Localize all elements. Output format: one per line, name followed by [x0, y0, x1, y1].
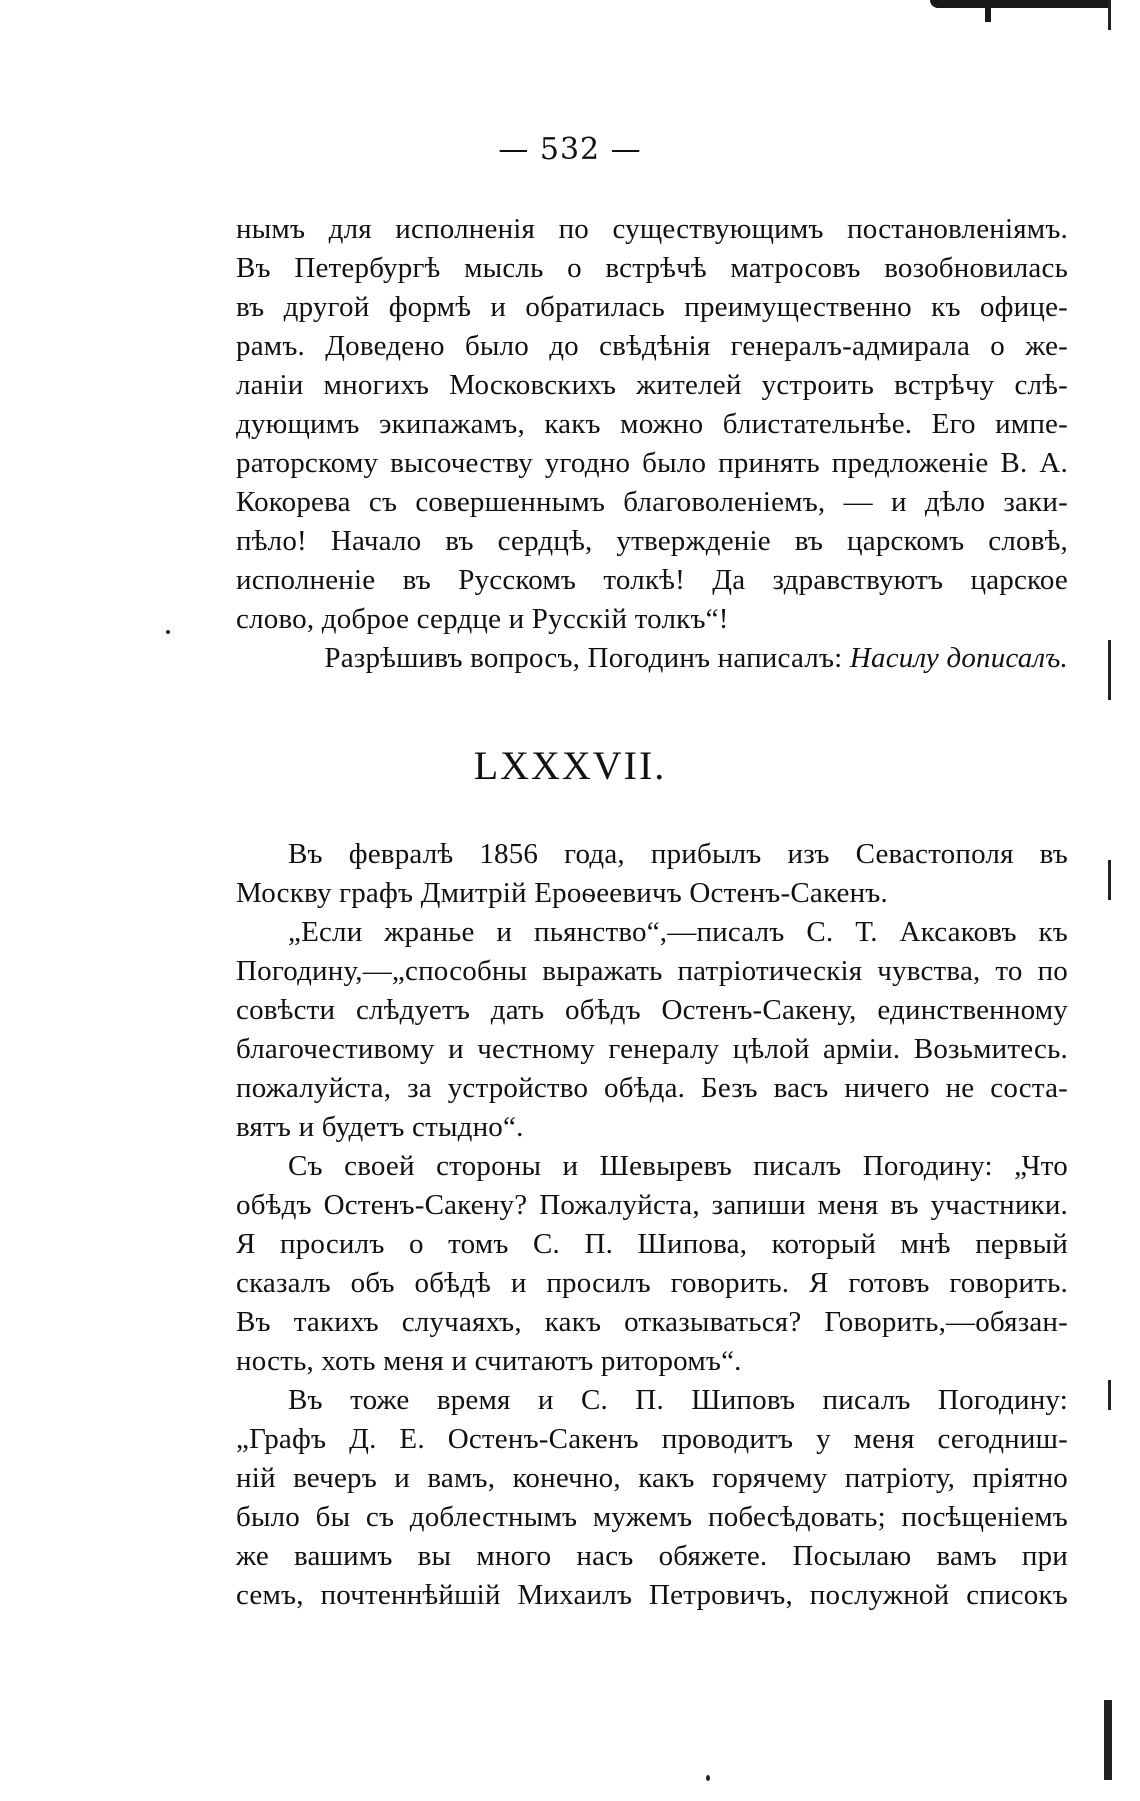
- page-number: — 532 —: [498, 132, 642, 167]
- scan-edge-mark: [1108, 1380, 1111, 1410]
- text-line: Я просилъ о томъ С. П. Шипова, который мнѣ первый: [236, 1228, 1068, 1260]
- text-line: Въ Петербургѣ мысль о встрѣчѣ матросовъ возобновилась: [236, 252, 1068, 284]
- closing-line-italic: Насилу дописалъ.: [849, 642, 1068, 674]
- paragraph-4: [236, 1147, 1068, 1381]
- scan-edge-mark: [1108, 0, 1111, 30]
- chapter-heading: LXXXVII.: [473, 743, 667, 788]
- text-line: пѣло! Начало въ сердцѣ, утвержденіе въ царскомъ словѣ,: [236, 525, 1068, 557]
- text-line: дующимъ экипажамъ, какъ можно блистательнѣе. Его импе-: [236, 408, 1068, 440]
- text-line: въ другой формѣ и обратилась преимущественно къ офице-: [236, 291, 1068, 323]
- text-line: Съ своей стороны и Шевыревъ писалъ Погодину: „Что: [288, 1150, 1068, 1182]
- closing-line: [236, 639, 1068, 678]
- scan-edge-mark: [1108, 640, 1111, 700]
- text-line: Въ февралѣ 1856 года, прибылъ изъ Севастополя въ: [288, 838, 1068, 870]
- text-line: Въ тоже время и С. П. Шиповъ писалъ Погодину:: [288, 1384, 1068, 1416]
- text-line: обѣдъ Остенъ-Сакену? Пожалуйста, запиши меня въ участники.: [236, 1189, 1068, 1221]
- scan-edge-mark: [1104, 1700, 1112, 1780]
- text-line: нымъ для исполненія по существующимъ постановленіямъ.: [236, 213, 1068, 245]
- text-line: семъ, почтеннѣйшій Михаилъ Петровичъ, послужной списокъ: [236, 1579, 1068, 1611]
- text-line: слово, доброе сердце и Русскій толкъ“!: [236, 603, 729, 635]
- text-line: „Если жранье и пьянство“,—писалъ С. Т. Аксаковъ къ: [288, 916, 1068, 948]
- text-line: пожалуйста, за устройство обѣда. Безъ васъ ничего не соста-: [236, 1072, 1068, 1104]
- text-line: ній вечеръ и вамъ, конечно, какъ горячему патріоту, пріятно: [236, 1462, 1068, 1494]
- paragraph-3: [236, 913, 1068, 1147]
- closing-line-prefix: Разрѣшивъ вопросъ, Погодинъ написалъ:: [324, 642, 843, 674]
- paragraph-1: [236, 210, 1068, 678]
- text-line: совѣсти слѣдуетъ дать обѣдъ Остенъ-Сакену, единственному: [236, 994, 1068, 1026]
- scan-edge-mark: [930, 0, 1110, 8]
- text-line: же вашимъ вы много насъ обяжете. Посылаю вамъ при: [236, 1540, 1068, 1572]
- paragraph-2: [236, 835, 1068, 913]
- text-line: Въ такихъ случаяхъ, какъ отказываться? Говорить,—обязан-: [236, 1306, 1068, 1338]
- text-line: раторскому высочеству угодно было принять предложеніе В. А.: [236, 447, 1068, 479]
- scan-speck: [706, 1775, 710, 1781]
- text-line: исполненіе въ Русскомъ толкѣ! Да здравствуютъ царское: [236, 564, 1068, 596]
- text-line: было бы съ доблестнымъ мужемъ побесѣдовать; посѣщеніемъ: [236, 1501, 1068, 1533]
- chapter-body: [236, 835, 1068, 1615]
- text-line: сказалъ объ обѣдѣ и просилъ говорить. Я готовъ говорить.: [236, 1267, 1068, 1299]
- text-line: рамъ. Доведено было до свѣдѣнія генералъ-адмирала о же-: [236, 330, 1068, 362]
- text-line: ланіи многихъ Московскихъ жителей устроить встрѣчу слѣ-: [236, 369, 1068, 401]
- text-line: Погодину,—„способны выражать патріотическія чувства, то по: [236, 955, 1068, 987]
- text-line: „Графъ Д. Е. Остенъ-Сакенъ проводитъ у меня сегодниш-: [236, 1423, 1068, 1455]
- text-line: Москву графъ Дмитрій Ероѳеевичъ Остенъ-Сакенъ.: [236, 877, 888, 909]
- scan-edge-mark: [985, 8, 991, 22]
- scan-speck: [166, 630, 170, 634]
- text-line: ность, хоть меня и считаютъ риторомъ“.: [236, 1345, 742, 1377]
- paragraph-5: [236, 1381, 1068, 1615]
- text-line: вятъ и будетъ стыдно“.: [236, 1111, 524, 1143]
- text-line: Кокорева съ совершеннымъ благоволеніемъ, — и дѣло заки-: [236, 486, 1068, 518]
- text-line: благочестивому и честному генералу цѣлой арміи. Возьмитесь.: [236, 1033, 1068, 1065]
- scan-edge-mark: [1108, 860, 1111, 900]
